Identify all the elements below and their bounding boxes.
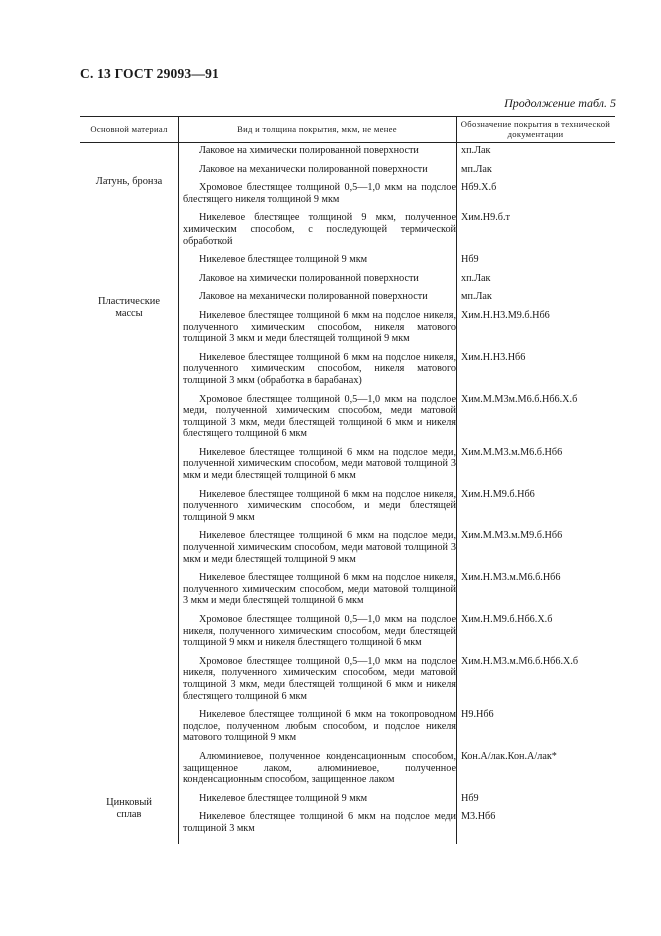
coating-designation: хп.Лак	[461, 145, 491, 156]
table-row	[80, 749, 615, 791]
coating-designation: М3.Нб6	[461, 811, 496, 823]
coating-description: Лаковое на химически полированной поверхности	[199, 145, 419, 156]
column-header-coating: Вид и толщина покрытия, мкм, не менее	[237, 124, 397, 134]
column-header-designation: Обозначение покрытия в технической документации	[460, 119, 611, 139]
table-row	[80, 143, 615, 162]
coating-designation: мп.Лак	[461, 291, 492, 303]
coating-designation: Нб9	[461, 254, 479, 266]
material-plastics: Пластические массы	[98, 296, 160, 319]
table-row	[80, 707, 615, 749]
table-row	[80, 528, 615, 570]
table-row	[80, 487, 615, 529]
page-header: С. 13 ГОСТ 29093—91	[80, 66, 219, 81]
table-row	[80, 180, 615, 210]
coating-description: Лаковое на химически полированной поверхности	[199, 272, 419, 284]
coating-description: Никелевое блестящее толщиной 9 мкм, полученное химическим способом, с последующей термической обработкой	[183, 212, 456, 247]
coating-description: Хромовое блестящее толщиной 0,5—1,0 мкм на подслое никеля, полученного химическим способом, меди матовой толщиной 3 мкм, меди блестящей толщиной 6 мкм и никеля блестящего толщиной 6 мкм	[183, 655, 456, 702]
coating-designation: Хим.Н.М9.б.Нб6	[461, 488, 535, 500]
table-row	[80, 289, 615, 308]
coating-designation: Хим.М.М3.м.М6.б.Нб6	[461, 446, 563, 458]
coating-description: Никелевое блестящее толщиной 6 мкм на подслое никеля, полученного химическим способом, и меди блестящей толщиной 9 мкм	[183, 488, 456, 523]
coating-description: Хромовое блестящее толщиной 0,5—1,0 мкм на подслое блестящего никеля толщиной 9 мкм	[183, 182, 456, 205]
coating-designation: Хим.Н.М3.м.М6.б.Нб6.Х.б	[461, 655, 579, 667]
column-header-material: Основной материал	[90, 124, 168, 134]
coating-designation: Хим.Н.М3.м.М6.б.Нб6	[461, 572, 561, 584]
coating-designation: хп.Лак	[461, 272, 491, 284]
table-header	[80, 116, 615, 142]
table-row	[80, 252, 615, 271]
table-row	[80, 210, 615, 252]
coating-designation: Нб9	[461, 792, 479, 804]
table-body	[80, 143, 615, 840]
coating-designation: Н9.Нб6	[461, 709, 494, 721]
coating-designation: Хим.М.М3.м.М9.б.Нб6	[461, 530, 563, 542]
coating-designation: Хим.Н.М9.б.Нб6.Х.б	[461, 614, 553, 625]
table-row	[80, 392, 615, 445]
table-row	[80, 162, 615, 181]
table-row	[80, 445, 615, 487]
coating-description: Никелевое блестящее толщиной 9 мкм	[199, 254, 368, 266]
coating-designation: Хим.Н.Н3.М9.б.Нб6	[461, 309, 550, 321]
material-brass-bronze: Латунь, бронза	[95, 176, 163, 187]
table-row	[80, 791, 615, 810]
table-row	[80, 350, 615, 392]
coating-description: Никелевое блестящее толщиной 6 мкм на подслое никеля, полученного химическим способом, никеля матового толщиной 3 мкм (обработка в барабанах)	[183, 351, 456, 386]
coating-designation: мп.Лак	[461, 163, 492, 175]
coating-description: Никелевое блестящее толщиной 6 мкм на токопроводном подслое, полученном любым способом, и подслое никеля матового толщиной 9 мкм	[183, 709, 456, 744]
coating-description: Хромовое блестящее толщиной 0,5—1,0 мкм на подслое никеля, полученного химическим способом, меди блестящей толщиной 9 мкм и никеля блестящего толщиной 6 мкм	[183, 614, 456, 649]
coating-description: Никелевое блестящее толщиной 6 мкм на подслое никеля, полученного химическим способом, никеля матового толщиной 3 мкм и меди блестящей толщиной 9 мкм	[183, 309, 456, 345]
coating-description: Никелевое блестящее толщиной 6 мкм на подслое меди, полученной химическим способом, меди матовой толщиной 3 мкм и меди блестящей толщиной 6 мкм	[183, 446, 456, 482]
coating-description: Никелевое блестящее толщиной 6 мкм на подслое никеля, полученного химическим способом, меди матовой толщиной 3 мкм и меди блестящей толщиной 6 мкм	[183, 572, 456, 607]
coating-description: Алюминиевое, полученное конденсационным способом, защищенное лаком, алюминиевое, полученное конденсационным способом, защищенное лаком	[183, 750, 456, 786]
coating-designation: Кон.А/лак.Кон.А/лак*	[461, 750, 557, 762]
table-row	[80, 570, 615, 612]
table-continuation-label: Продолжение табл. 5	[504, 96, 616, 110]
table-row	[80, 308, 615, 350]
coating-description: Лаковое на механически полированной поверхности	[199, 291, 428, 303]
coating-designation: Хим.М.М3м.М6.б.Нб6.Х.б	[461, 393, 578, 405]
material-zinc-alloy: Цинковый сплав	[106, 797, 152, 820]
table-row	[80, 654, 615, 707]
coating-description: Никелевое блестящее толщиной 6 мкм на подслое меди толщиной 3 мкм	[183, 811, 456, 834]
coating-description: Лаковое на механически полированной поверхности	[199, 163, 428, 175]
coating-designation: Хим.Н.Н3.Нб6	[461, 351, 526, 363]
coating-description: Никелевое блестящее толщиной 6 мкм на подслое меди, полученной химическим способом, меди матовой толщиной 3 мкм и меди блестящей толщиной 9 мкм	[183, 530, 456, 565]
table-row	[80, 809, 615, 839]
table-row	[80, 271, 615, 290]
coating-description: Хромовое блестящее толщиной 0,5—1,0 мкм на подслое меди, полученной химическим способом, меди матовой толщиной 3 мкм, меди блестящей толщиной 6 мкм и никеля блестящего толщиной 6 мкм	[183, 393, 456, 440]
table-row	[80, 612, 615, 654]
coating-designation: Нб9.Х.б	[461, 182, 497, 194]
coating-description: Никелевое блестящее толщиной 9 мкм	[199, 792, 368, 804]
coating-designation: Хим.Н9.б.т	[461, 212, 510, 224]
